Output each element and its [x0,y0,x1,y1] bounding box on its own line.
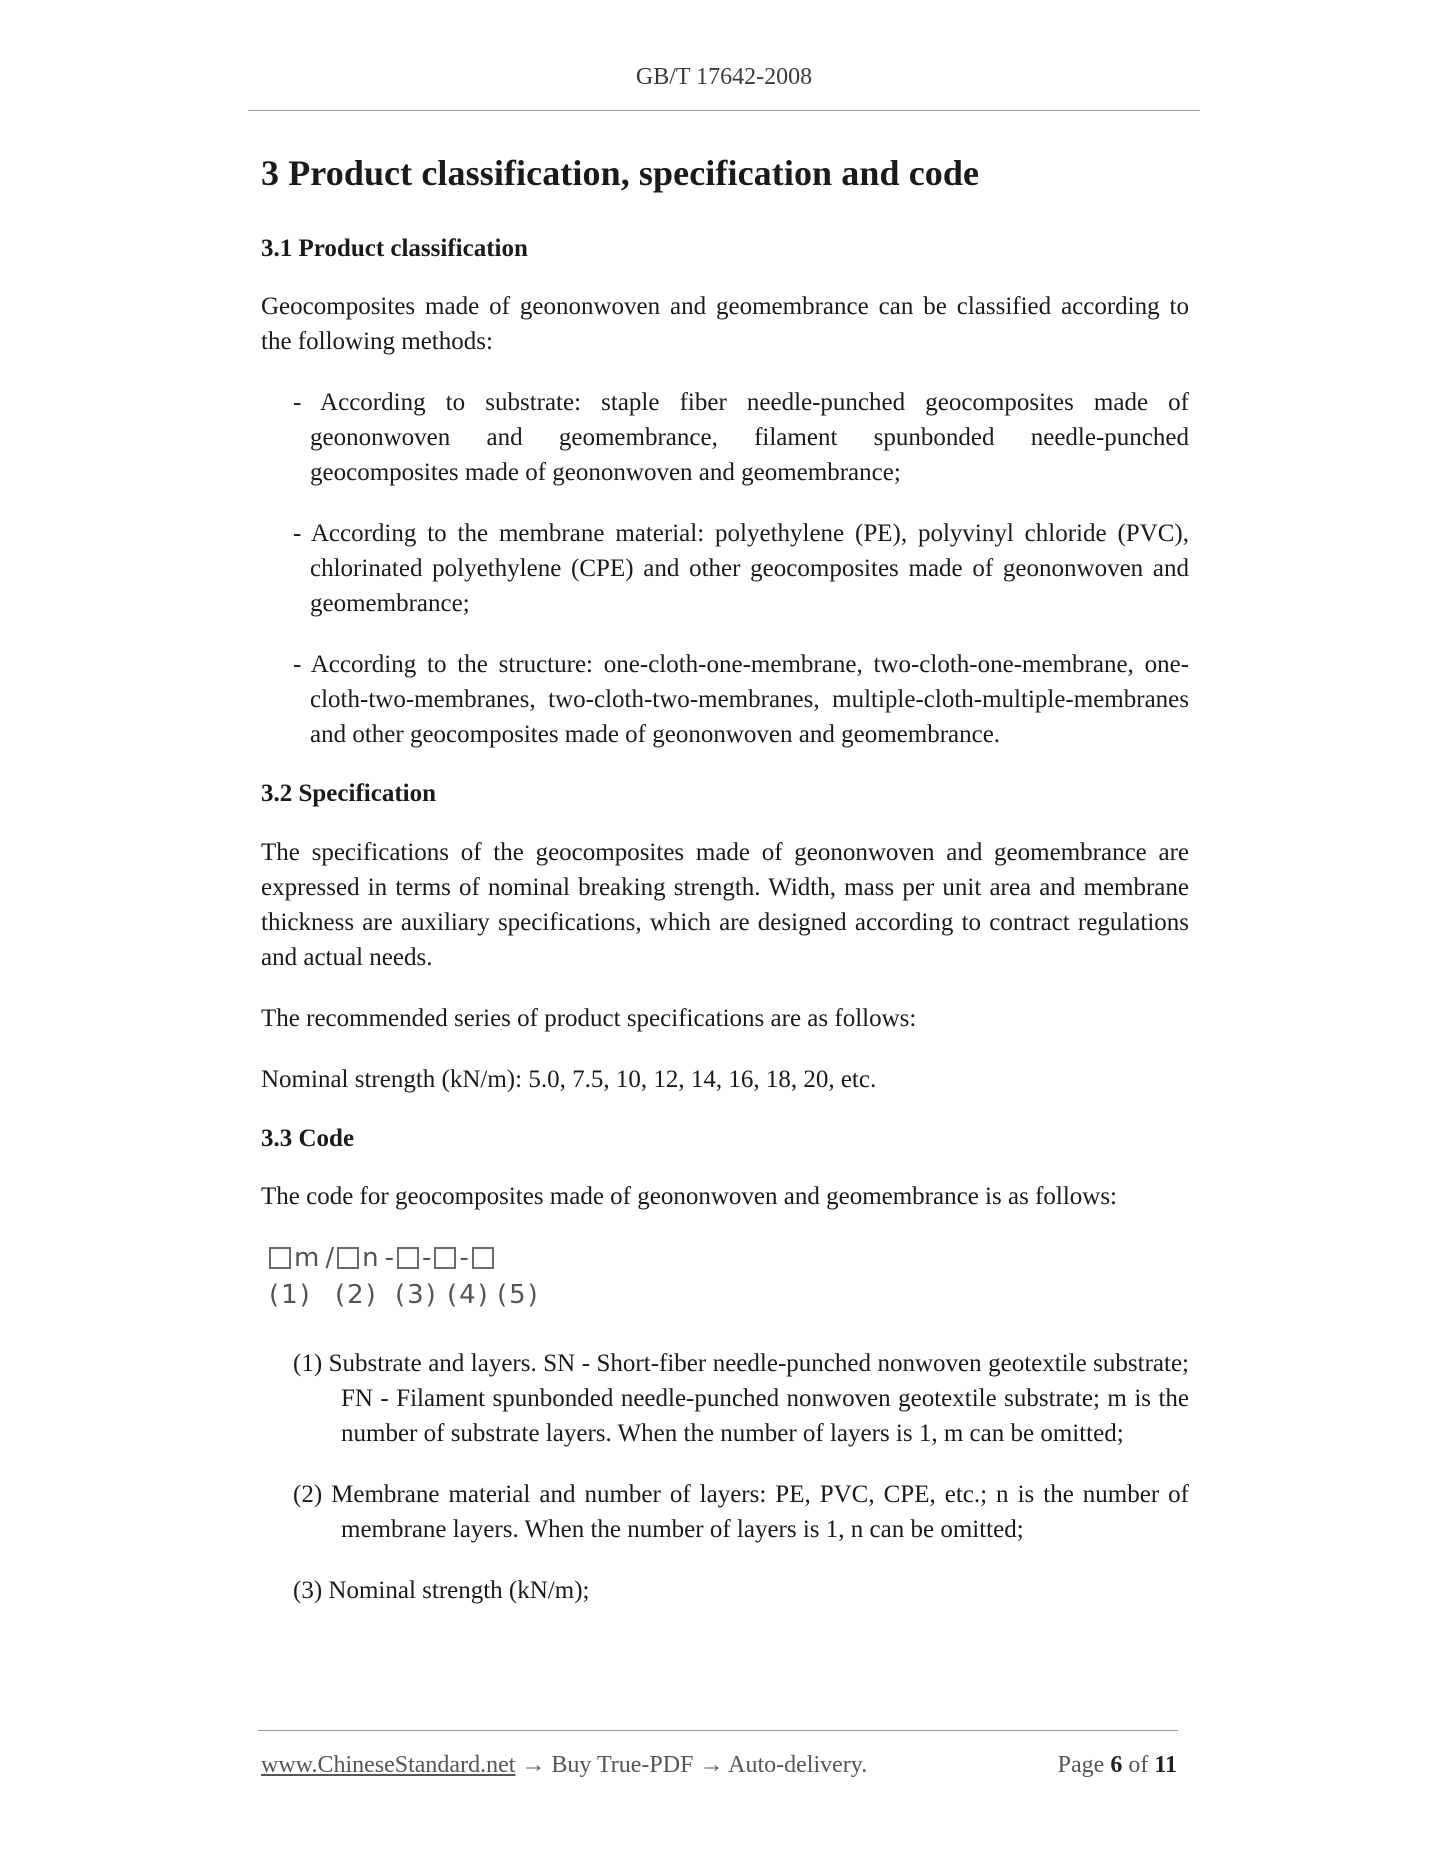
buy-text: Buy True-PDF [551,1752,694,1778]
code-num: (3) [395,1280,438,1311]
arrow-icon: → [521,1752,546,1778]
code-position-numbers [269,1280,1189,1310]
delivery-text: Auto-delivery. [728,1752,868,1778]
code-n: n [362,1243,379,1274]
code-dash: - [384,1243,394,1274]
list-item: - According to substrate: staple fiber needle-punched geocomposites made of geononwoven and geomembrance, filament spunbonded needle-punched geocomposites made of geononwoven and geomembrance; [293,389,1189,487]
paragraph-classification-intro: Geocomposites made of geononwoven and geomembrance can be classified according to the following methods: [261,293,1189,356]
code-item: (3) Nominal strength (kN/m); [293,1577,590,1605]
code-dash: - [459,1243,469,1274]
code-format-diagram [269,1240,1189,1310]
page-footer [261,1752,1177,1779]
current-page: 6 [1110,1752,1123,1778]
code-slash: / [325,1243,335,1274]
code-box-2 [337,1247,359,1269]
document-header: GB/T 17642-2008 [635,64,813,90]
subsection-title-3-3: 3.3 Code [261,1124,355,1152]
website-link[interactable]: www.ChineseStandard.net [261,1752,516,1778]
code-item: (2) Membrane material and number of layers: PE, PVC, CPE, etc.; n is the number of membrane layers. When the number of layers is 1, n can be omitted; [293,1481,1189,1544]
page-label: Page [1057,1752,1105,1778]
paragraph-nominal-strength: Nominal strength (kN/m): 5.0, 7.5, 10, 12, 14, 16, 18, 20, etc. [261,1065,877,1093]
subsection-title-3-1: 3.1 Product classification [261,234,528,262]
paragraph-recommended-series: The recommended series of product specifications are as follows: [261,1004,917,1032]
arrow-icon: → [699,1752,724,1778]
header-divider [248,110,1200,111]
page-number [1058,1752,1177,1779]
code-m: m [294,1243,320,1274]
footer-divider [258,1730,1178,1731]
paragraph-specification: The specifications of the geocomposites made of geononwoven and geomembrance are expressed in terms of nominal breaking strength. Width, mass per unit area and membrane thickness are auxiliary specifications, which are designed according to contract regulations and actual needs. [261,838,1189,971]
page-content [261,150,1189,1634]
code-num: (2) [335,1280,378,1311]
total-pages: 11 [1154,1752,1177,1778]
page-of: of [1128,1752,1149,1778]
section-title: 3 Product classification, specification and code [261,153,980,193]
code-box-3 [397,1247,419,1269]
subsection-title-3-2: 3.2 Specification [261,780,436,808]
code-num: (4) [447,1280,490,1311]
code-item: (1) Substrate and layers. SN - Short-fiber needle-punched nonwoven geotextile substrate; FN - Filament spunbonded needle-punched nonwoven geotextile substrate; m is the number of substrate layers. When the number of layers is 1, m can be omitted; [293,1350,1189,1448]
code-box-1 [269,1247,291,1269]
list-item: - According to the membrane material: polyethylene (PE), polyvinyl chloride (PVC), chlorinated polyethylene (CPE) and other geocomposites made of geononwoven and geomembrance; [293,520,1189,618]
code-box-5 [472,1247,494,1269]
code-num: (5) [497,1280,540,1311]
list-item: - According to the structure: one-cloth-one-membrane, two-cloth-one-membrane, one-cloth-two-membranes, two-cloth-two-membranes, multiple-cloth-multiple-membranes and other geocomposites made of geononwoven and geomembrance. [293,651,1189,749]
code-dash: - [421,1243,432,1274]
code-num: (1) [269,1280,312,1311]
code-box-4 [434,1247,456,1269]
paragraph-code-intro: The code for geocomposites made of geononwoven and geomembrance is as follows: [261,1183,1117,1211]
footer-left [261,1752,867,1779]
